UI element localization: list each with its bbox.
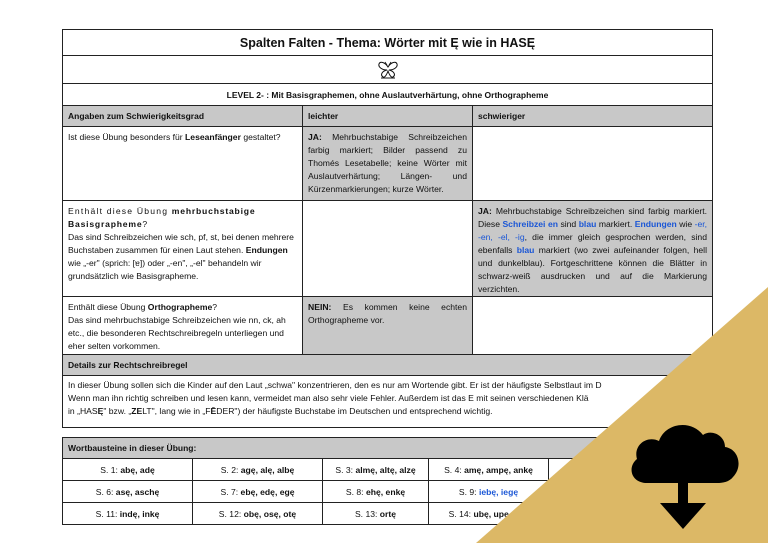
level-row [62,84,713,106]
cloud-download-icon[interactable] [625,405,743,535]
baustein-cell: S. 8: ehę, enkę [323,481,429,502]
answer-hard [473,127,712,200]
table-header [62,106,713,127]
header-criteria: Angaben zum Schwierigkeitsgrad [63,106,303,126]
baustein-cell: S. 6: asę, aschę [63,481,193,502]
baustein-cell: S. 13: ortę [323,503,429,524]
answer-hard: JA: Mehrbuchstabige Schreibzeichen sind farbig markiert. Diese Schreibzei en sind blau markiert. Endungen wie -er, -en, -el, -ig, die immer gleich gesprochen werden, sind ebenfalls blau markiert (wo zwei aufeinander folgen, hell und dunkelblau). Fortgeschrittene können die Blätter in schwarz-weiß ausdrucken und auf die Markierung verzichten. [473,201,712,296]
page-title: Spalten Falten - Thema: Wörter mit Ę wie in HASĘ [239,35,536,50]
details-text: In dieser Übung sollen sich die Kinder auf den Laut „schwa" konzentrieren, den es nur am Wortende gibt. Er ist der häufigste Selbstlaut im D Wenn man ihn richtig schreiben und lesen kann, vermeidet man also sehr viele Fehler. Außerdem ist das E mit seinen verschiedenen Klä in „HASĘ" bzw. „ZELT", lang wie in „FĒDER") der häufigste Buchstabe im Deutschen und entsprechend wichtig. [62,376,713,428]
answer-easy: NEIN: Es kommen keine echten Orthographeme vor. [303,297,473,354]
level-label: LEVEL 2- : Mit Basisgraphemen, ohne Auslautverhärtung, ohne Orthographeme [226,89,549,100]
question-orthographeme: Enthält diese Übung Orthographeme? Das sind mehrbuchstabige Schreibzeichen wie nn, ck, ah etc., die besonderen Rechtschreibregeln unterliegen und eher selten vorkommen. [63,297,303,354]
baustein-cell: S. 14: ubę, upę, use [429,503,549,524]
question-beginners: Ist diese Übung besonders für Leseanfänger gestaltet? [63,127,303,200]
baustein-cell: S. 11: indę, inkę [63,503,193,524]
answer-easy [303,201,473,296]
header-harder: schwieriger [478,111,526,121]
page-title-row [62,29,713,56]
baustein-cell: S. 12: obę, osę, otę [193,503,323,524]
question-basisgrapheme: Enthält diese Übung mehrbuchstabige Basisgrapheme? Das sind Schreibzeichen wie sch, pf, st, bei denen mehrere Buchstaben zusammen für einen Laut stehen. Endungen wie „-er" (sprich: [ɐ]) oder „-en", „-el" behandeln wir grundsätzlich wie Basisgrapheme. [63,201,303,296]
butterfly-logo-icon [377,61,399,79]
baustein-cell: S. 7: ebę, edę, egę [193,481,323,502]
logo-row [62,56,713,84]
baustein-cell: S. 3: almę, altę, alzę [323,459,429,480]
baustein-cell: S. 9: iebę, iegę [429,481,549,502]
bausteine-header: Wortbausteine in dieser Übung: [62,437,713,459]
table-row [62,201,713,297]
details-header: Details zur Rechtschreibregel [62,355,713,376]
header-easier: leichter [303,106,473,126]
table-row [62,127,713,201]
baustein-cell: S. 2: agę, alę, albę [193,459,323,480]
answer-easy: JA: Mehrbuchstabige Schreibzeichen farbig markiert; Bilder passend zu Thomés Lesetabelle; keine Wörter mit Auslautverhärtung; Längen- und Kürzenmarkierungen; kurze Wörter. [303,127,473,200]
baustein-cell: S. 4: amę, ampę, ankę [429,459,549,480]
baustein-cell: S. 1: abę, adę [63,459,193,480]
